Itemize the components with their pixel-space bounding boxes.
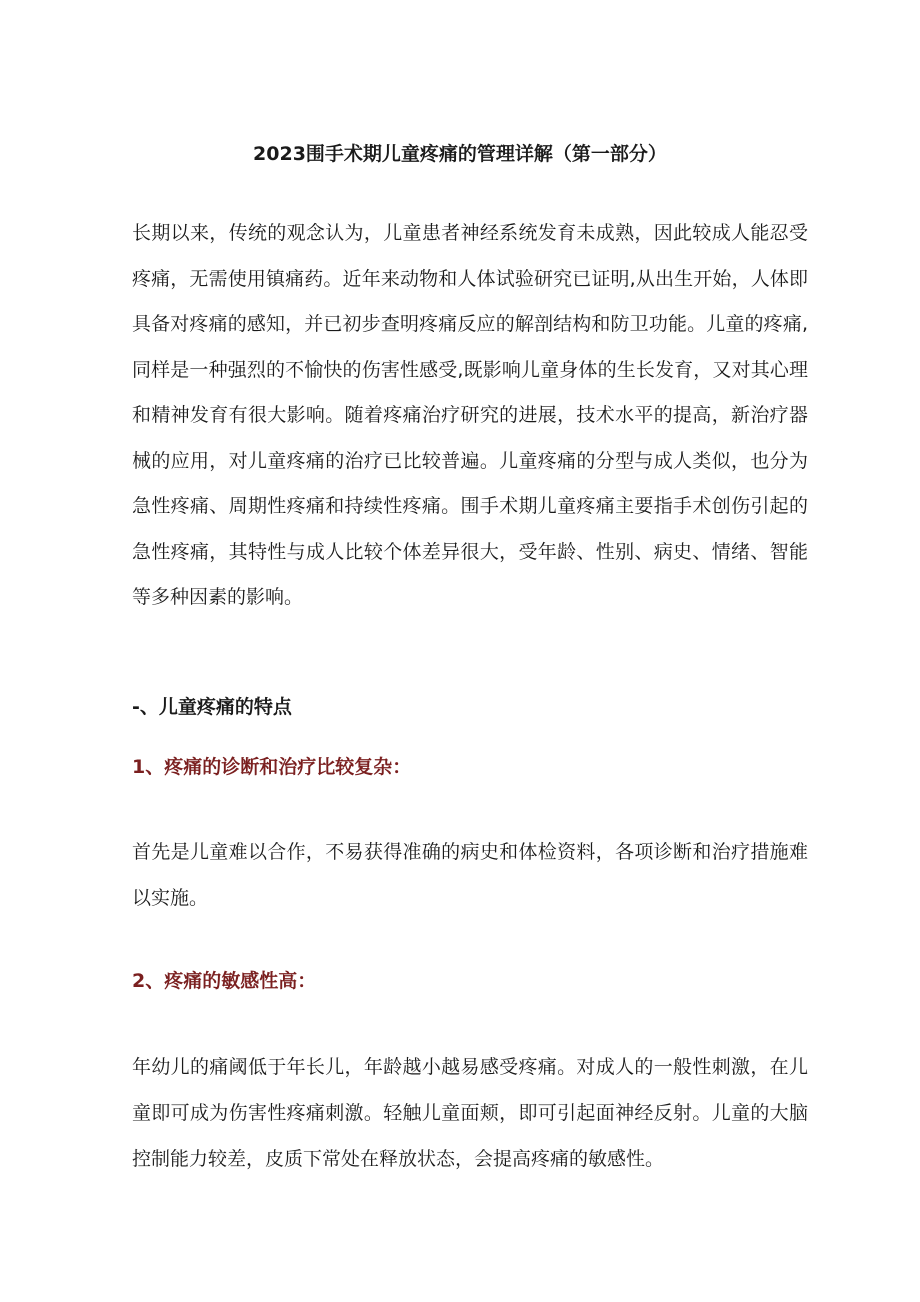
sub-heading-diagnosis: 1、疼痛的诊断和治疗比较复杂：: [132, 756, 412, 778]
section-heading-characteristics: -、儿童疼痛的特点: [132, 696, 292, 718]
intro-paragraph: 长期以来，传统的观念认为，儿童患者神经系统发育未成熟，因此较成人能忍受疼痛，无需使用镇痛药。近年来动物和人体试验研究已证明,从出生开始，人体即具备对疼痛的感知，并已初步查明疼痛反应的解剖结构和防卫功能。儿童的疼痛,同样是一种强烈的不愉快的伤害性感受,既影响儿童身体的生长发育，又对其心理和精神发育有很大影响。随着疼痛治疗研究的进展，技术水平的提高，新治疗器械的应用，对儿童疼痛的治疗已比较普遍。儿童疼痛的分型与成人类似，也分为急性疼痛、周期性疼痛和持续性疼痛。围手术期儿童疼痛主要指手术创伤引起的急性疼痛，其特性与成人比较个体差异很大，受年龄、性别、病史、情绪、智能等多种因素的影响。: [132, 222, 808, 608]
sub-heading-sensitivity: 2、疼痛的敏感性高：: [132, 970, 317, 992]
paragraph-diagnosis: 首先是儿童难以合作，不易获得准确的病史和体检资料，各项诊断和治疗措施难以实施。: [132, 841, 808, 909]
page-title: 2023围手术期儿童疼痛的管理详解（第一部分）: [253, 142, 667, 165]
paragraph-sensitivity: 年幼儿的痛阈低于年长儿，年龄越小越易感受疼痛。对成人的一般性刺激，在儿童即可成为伤害性疼痛刺激。轻触儿童面颊，即可引起面神经反射。儿童的大脑控制能力较差，皮质下常处在释放状态，会提高疼痛的敏感性。: [132, 1056, 808, 1170]
